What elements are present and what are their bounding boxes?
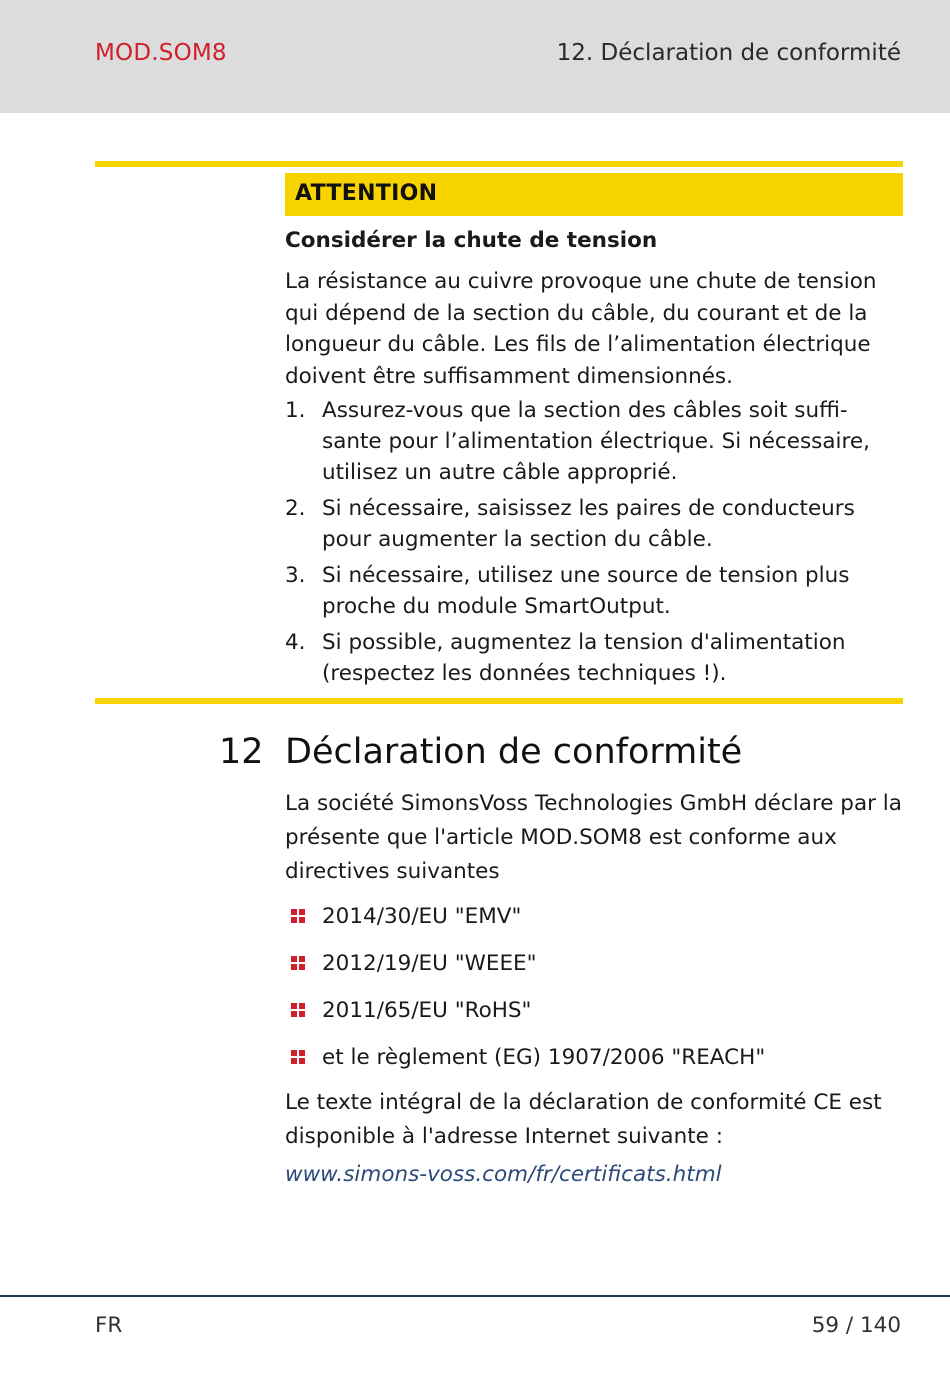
section-title: Déclaration de conformité: [285, 732, 743, 772]
step-number: 3.: [285, 563, 306, 588]
step-number: 1.: [285, 398, 306, 423]
warning-bottom-rule: [95, 698, 903, 704]
attention-label: ATTENTION: [295, 181, 438, 206]
footer-language: FR: [95, 1313, 123, 1338]
chapter-title: 12. Déclaration de conformité: [556, 40, 901, 66]
directive-text: 2011/65/EU "RoHS": [322, 998, 532, 1023]
warning-title: Considérer la chute de tension: [285, 228, 658, 253]
certificates-link[interactable]: www.simons-voss.com/fr/certificats.html: [285, 1162, 722, 1187]
directive-text: et le règlement (EG) 1907/2006 "REACH": [322, 1045, 766, 1070]
section-number: 12: [219, 732, 264, 772]
directive-text: 2012/19/EU "WEEE": [322, 951, 537, 976]
square-bullet-icon: [291, 956, 305, 970]
warning-top-rule: [95, 161, 903, 167]
step-text: Si nécessaire, utilisez une source de tension plus proche du module SmartOutput.: [322, 563, 850, 619]
product-name: MOD.SOM8: [95, 40, 227, 66]
step-number: 2.: [285, 496, 306, 521]
directive-item: [285, 900, 903, 947]
page-number: 59 / 140: [811, 1313, 901, 1338]
step-text: Si nécessaire, saisissez les paires de conducteurs pour augmenter la section du câble.: [322, 496, 855, 552]
step-number: 4.: [285, 630, 306, 655]
directives-list: [285, 900, 903, 1088]
square-bullet-icon: [291, 909, 305, 923]
directive-item: [285, 994, 903, 1041]
warning-body: La résistance au cuivre provoque une chute de tension qui dépend de la section du câble, du courant et de la longueur du câble. Les fils de l’alimentation électrique doivent être suffisamment dimensionnés.: [285, 269, 877, 389]
attention-banner: [285, 173, 903, 216]
closing-text: Le texte intégral de la déclaration de conformité CE est disponible à l'adresse Internet suivante :: [285, 1090, 882, 1149]
directive-text: 2014/30/EU "EMV": [322, 904, 522, 929]
section-intro: La société SimonsVoss Technologies GmbH déclare par la présente que l'article MOD.SOM8 est conforme aux directives suivantes: [285, 791, 902, 884]
warning-step: [285, 560, 903, 622]
footer-rule: [0, 1295, 950, 1297]
warning-step: [285, 493, 903, 555]
square-bullet-icon: [291, 1050, 305, 1064]
square-bullet-icon: [291, 1003, 305, 1017]
step-text: Assurez-vous que la section des câbles soit suffi-sante pour l’alimentation électrique. Si nécessaire, utilisez un autre câble approprié.: [322, 398, 870, 485]
page-header: [0, 0, 950, 113]
warning-steps-list: [285, 395, 903, 694]
warning-step: [285, 395, 903, 488]
directive-item: [285, 947, 903, 994]
step-text: Si possible, augmentez la tension d'alimentation (respectez les données techniques !).: [322, 630, 846, 686]
warning-step: [285, 627, 903, 689]
directive-item: [285, 1041, 903, 1088]
